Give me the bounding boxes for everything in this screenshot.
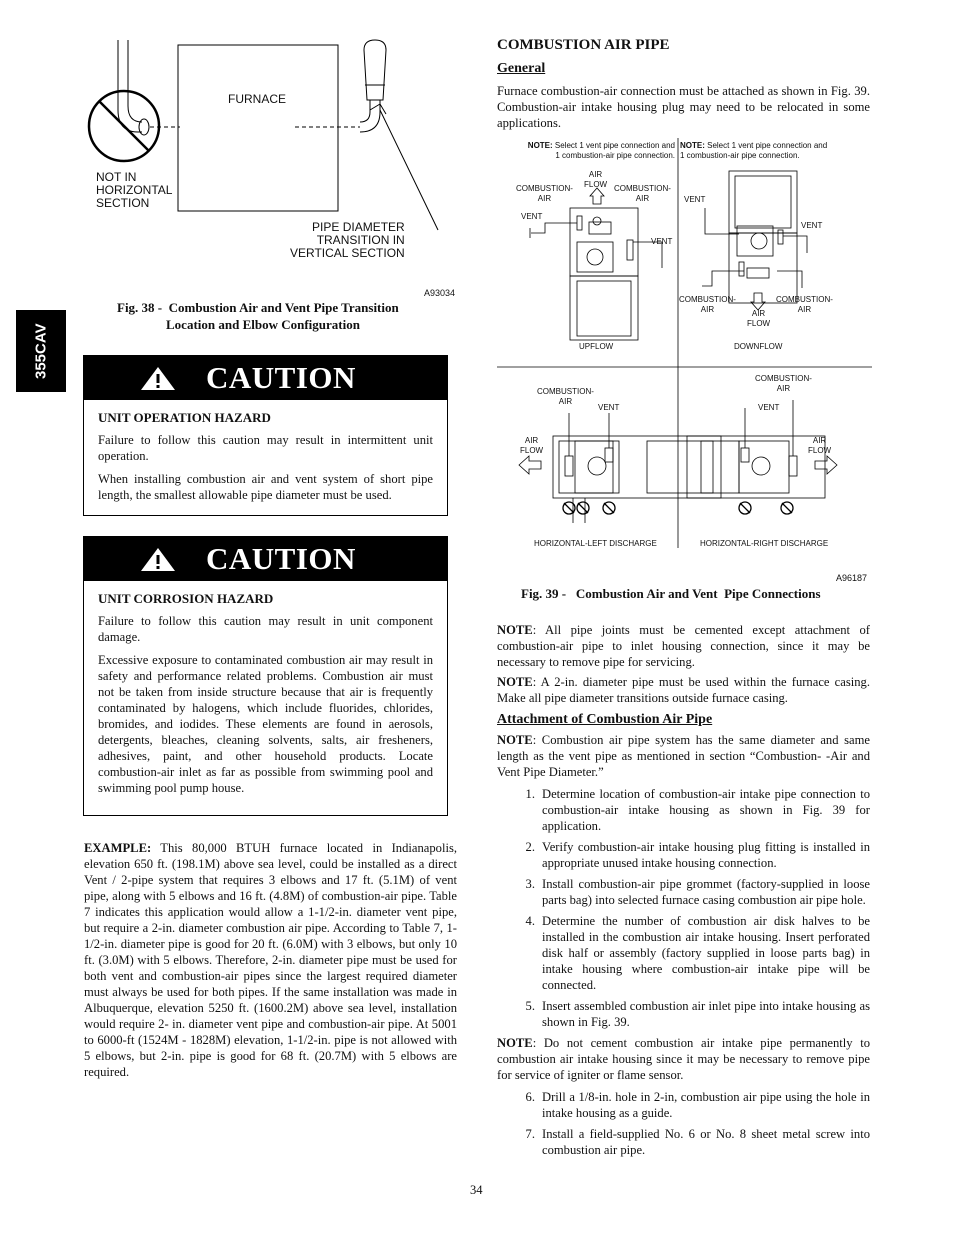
fig39-diagram [497, 138, 872, 588]
hazard-heading: UNIT CORROSION HAZARD [98, 591, 274, 606]
note-paragraph: NOTE: All pipe joints must be cemented except attachment of combustion-air pipe to inlet housing connection, since it may be necessary to remove pipe for servicing. [497, 623, 870, 669]
fig39-label-upflow: UPFLOW [579, 342, 614, 351]
page-number: 34 [470, 1183, 483, 1197]
list-item: 1. Determine location of combustion-air intake pipe connection to combustion-air intake housing as shown in Fig. 39 for application. [525, 787, 870, 833]
fig38-diagram [80, 30, 460, 305]
fig38-furnace-label: FURNACE [228, 92, 287, 106]
caution-paragraph: Excessive exposure to contaminated combustion air may result in safety and performance related problems. Combustion air must not be taken from inside structure because that air is frequently contaminated by halogens, which include fluorides, chlorides, bromides, and iodides. These elements are found in aerosols, detergents, bleaches, cleaning solvents, salts, air fresheners, adhesives, paint, and other household products. Locate combustion-air inlet as far as possible from swimming pool and swimming pool pump house. [98, 653, 433, 795]
fig39-label-vent: VENT [598, 403, 620, 412]
fig39-label-air-flow: AIR FLOW [520, 436, 544, 455]
side-tab: 355CAV [16, 310, 66, 392]
fig39-label-air-flow: AIR FLOW [808, 436, 832, 455]
note-paragraph: NOTE: Do not cement combustion air intake pipe permanently to combustion air intake housing since it may be necessary to remove pipe for service of igniter or flame sensor. [497, 1036, 870, 1082]
fig39-label-combustion-air: COMBUSTION- AIR [679, 295, 736, 314]
section-heading: COMBUSTION AIR PIPE [497, 37, 670, 53]
caution-title: CAUTION [206, 541, 356, 576]
fig38-drawing [80, 30, 460, 305]
fig39-label-vent: VENT [651, 237, 673, 246]
fig39-label-air-flow: AIR FLOW [747, 309, 771, 328]
list-item: 7. Install a field-supplied No. 6 or No. 8 sheet metal screw into combustion air pipe. [525, 1127, 870, 1157]
hazard-heading: UNIT OPERATION HAZARD [98, 410, 271, 425]
steps-list-b [497, 1089, 870, 1158]
fig39-label-vent: VENT [684, 195, 706, 204]
steps-list-a [497, 786, 870, 1030]
fig39-label-vent: VENT [801, 221, 823, 230]
fig38-not-in-label: NOT IN HORIZONTAL SECTION [96, 170, 173, 210]
fig39-label-hright: HORIZONTAL-RIGHT DISCHARGE [700, 539, 829, 548]
fig39-label-hleft: HORIZONTAL-LEFT DISCHARGE [534, 539, 657, 548]
warning-triangle-icon [138, 364, 178, 392]
right-text-block [497, 622, 870, 1163]
fig39-label-downflow: DOWNFLOW [734, 342, 783, 351]
caution-paragraph: Failure to follow this caution may result in intermittent unit operation. [98, 433, 433, 463]
caution-bar [84, 356, 447, 400]
fig39-label-combustion-air: COMBUSTION- AIR [614, 184, 671, 203]
list-item: 6. Drill a 1/8-in. hole in 2-in, combustion air pipe using the hole in intake housing as a guide. [525, 1090, 870, 1120]
fig39-code: A96187 [836, 573, 868, 583]
example-paragraph: EXAMPLE: This 80,000 BTUH furnace located in Indianapolis, elevation 650 ft. (198.1M) above sea level, could be installed as a direct Vent / 2-pipe system that requires 3 elbows and 17 ft. (5.1M) of vent pipe, along with 5 elbows and 16 ft. (4.8M) of combustion-air pipe. Table 7 indicates this application would allow a 1-1/2-in. diameter vent pipe, but require a 2-in. diameter combustion air pipe. According to Table 7, 1-1/2-in. diameter pipe is good for 20 ft. (6.0M) with 3 elbows, but only 10 ft. (3.0M) with 5 elbows. Therefore, 2-in. diameter pipe must be used for both vent and combustion-air pipes since the largest required diameter must always be used for both pipes. If the same installation was made in Albuquerque, elevation 5250 ft. (1600.2M) above sea level, installation would require 2- in. diameter vent pipe and combustion-air pipe. At 5001 to 6000-ft (1524M - 1828M) elevation, 1-1/2-in. pipe is not allowed with 5 elbows, but 2-in. pipe is good for 68 ft. (20.7M) with 5 elbows are required. [84, 841, 457, 1079]
fig39-note-left: NOTE: Select 1 vent pipe connection and 1 combustion-air pipe connection. [527, 141, 675, 160]
caution-box-operation [83, 355, 448, 516]
fig39-label-combustion-air: COMBUSTION- AIR [537, 387, 594, 406]
note-paragraph: NOTE: Combustion air pipe system has the same diameter and same length as the vent pipe as mentioned in section “Combustion- -Air and Vent Pipe Diameter.” [497, 733, 870, 779]
note-paragraph: NOTE: A 2-in. diameter pipe must be used within the furnace casing. Make all pipe diameter transitions outside furnace casing. [497, 675, 870, 705]
fig39-label-combustion-air: COMBUSTION- AIR [516, 184, 573, 203]
fig39-label-combustion-air: COMBUSTION- AIR [755, 374, 812, 393]
general-paragraph: Furnace combustion-air connection must be attached as shown in Fig. 39. Combustion-air intake housing plug may need to be relocated in some applications. [497, 84, 870, 130]
list-item: 2. Verify combustion-air intake housing plug fitting is installed in appropriate unused intake housing connection. [525, 840, 870, 870]
fig39-label-combustion-air: COMBUSTION- AIR [776, 295, 833, 314]
caution-paragraph: When installing combustion air and vent system of short pipe length, the smallest allowable pipe diameter must be used. [98, 472, 433, 502]
fig39-label-vent: VENT [521, 212, 543, 221]
caution-paragraph: Failure to follow this caution may result in unit component damage. [98, 614, 433, 644]
fig39-caption: Fig. 39 - Combustion Air and Vent Pipe Connections [521, 586, 821, 601]
fig38-code: A93034 [424, 288, 456, 298]
fig38-caption-1: Fig. 38 - Combustion Air and Vent Pipe Transition [117, 300, 399, 315]
fig38-transition-label: PIPE DIAMETER TRANSITION IN VERTICAL SECTION [290, 220, 405, 260]
caution-box-corrosion [83, 536, 448, 816]
fig39-note-right: NOTE: Select 1 vent pipe connection and 1 combustion-air pipe connection. [680, 141, 828, 160]
caution-bar [84, 537, 447, 581]
list-item: 3. Install combustion-air pipe grommet (factory-supplied in loose parts bag) into selected furnace casing combustion air pipe hole. [525, 877, 870, 907]
list-item: 4. Determine the number of combustion air disk halves to be installed in the combustion air intake housing. Insert perforated disk half or assembly (factory supplied in loose parts bag) in intake housing where combustion-air intake pipe will be connected. [525, 914, 870, 992]
subheading-attachment: Attachment of Combustion Air Pipe [497, 712, 713, 727]
warning-triangle-icon [138, 545, 178, 573]
caution-title: CAUTION [206, 360, 356, 395]
fig38-caption-2: Location and Elbow Configuration [166, 317, 360, 332]
list-item: 5. Insert assembled combustion air inlet pipe into intake housing as shown in Fig. 39. [525, 999, 870, 1029]
subheading-general: General [497, 61, 546, 76]
fig39-label-vent: VENT [758, 403, 780, 412]
fig39-label-air-flow: AIR FLOW [584, 170, 608, 189]
fig39-drawing [497, 138, 872, 588]
